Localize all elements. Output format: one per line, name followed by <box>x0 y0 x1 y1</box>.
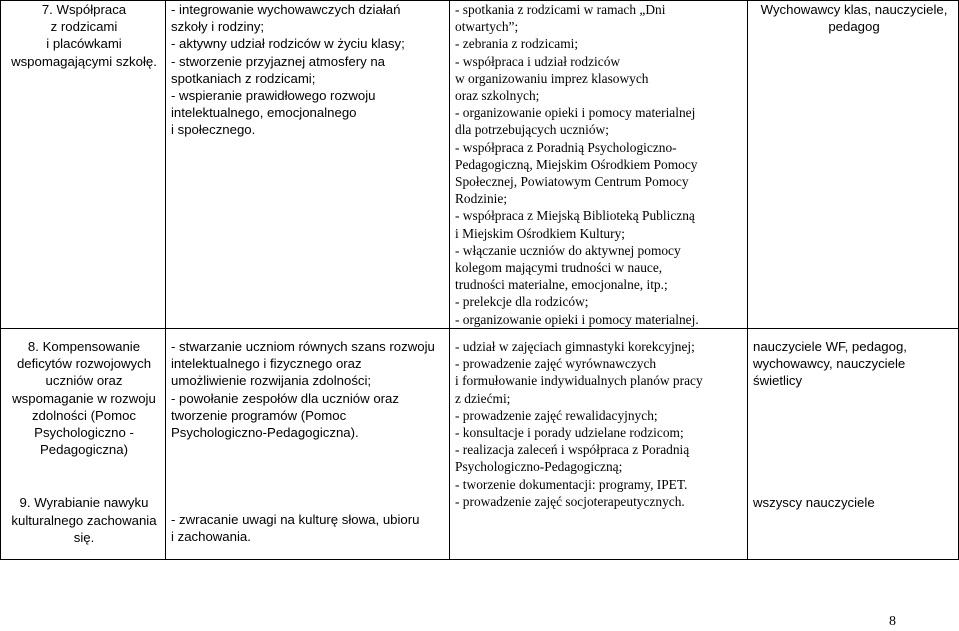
responsible-line: Wychowawcy klas, nauczyciele, <box>760 2 948 17</box>
goal-line: się. <box>73 529 95 545</box>
page-number: 8 <box>889 614 896 629</box>
objective-line: tworzenie programów (Pomoc <box>171 407 347 423</box>
method-line: - prowadzenie zajęć socjoterapeutycznych. <box>455 493 685 509</box>
table-row-8-9 <box>1 329 959 560</box>
goal-line: i placówkami <box>46 36 122 52</box>
responsible-line: wychowawcy, nauczyciele <box>753 356 906 372</box>
method-line: - realizacja zaleceń i współpraca z Poradnią <box>455 442 690 458</box>
method-line: i formułowanie indywidualnych planów pracy <box>455 373 703 389</box>
objective-line: - aktywny udział rodziców w życiu klasy; <box>171 36 405 52</box>
method-line: trudności materialne, emocjonalne, itp.; <box>455 277 668 293</box>
method-line: - prowadzenie zajęć wyrównawczych <box>455 356 657 372</box>
method-line: kolegom mającymi trudności w nauce, <box>455 260 663 276</box>
responsible-line: nauczyciele WF, pedagog, <box>753 339 907 354</box>
goal-line: 8. Kompensowanie <box>27 339 141 354</box>
goal-line: wspomaganie w rozwoju <box>12 390 156 406</box>
method-line: - konsultacje i porady udzielane rodzicom; <box>455 425 684 441</box>
objective-line: szkoły i rodziny; <box>171 19 265 35</box>
objective-line: umożliwienie rozwijania zdolności; <box>171 373 372 389</box>
method-line: Pedagogiczną, Miejskim Ośrodkiem Pomocy <box>455 156 698 172</box>
method-line: z dziećmi; <box>455 390 511 406</box>
method-line: otwartych”; <box>455 19 519 35</box>
method-line: - prelekcje dla rodziców; <box>455 294 589 310</box>
objective-line: - wspieranie prawidłowego rozwoju <box>171 88 376 104</box>
responsible-line: wszyscy nauczyciele <box>753 494 875 510</box>
method-line: - spotkania z rodzicami w ramach „Dni <box>455 2 666 17</box>
objective-line: spotkaniach z rodzicami; <box>171 70 316 86</box>
method-line: - organizowanie opieki i pomocy materialnej <box>455 105 696 121</box>
method-line: i Miejskim Ośrodkiem Kultury; <box>455 225 625 241</box>
table-row-7 <box>1 1 959 329</box>
responsible-line: świetlicy <box>753 373 803 389</box>
method-line: - tworzenie dokumentacji: programy, IPET. <box>455 476 688 492</box>
goal-line: 9. Wyrabianie nawyku <box>19 495 149 511</box>
objectives-cell-8-9 <box>166 329 450 560</box>
objective-line: - integrowanie wychowawczych działań <box>171 2 401 17</box>
goal-line: 7. Współpraca <box>41 2 127 17</box>
goal-line: deficytów rozwojowych <box>16 356 152 372</box>
objective-line: i społecznego. <box>171 122 256 138</box>
goal-line: Pedagogiczna) <box>40 442 128 458</box>
method-line: dla potrzebujących uczniów; <box>455 122 609 138</box>
goal-line: wspomagającymi szkołę. <box>11 53 157 69</box>
method-line: - udział w zajęciach gimnastyki korekcyjnej; <box>455 339 695 354</box>
method-line: Rodzinie; <box>455 191 508 207</box>
objectives-cell-7 <box>166 1 450 329</box>
method-line: - zebrania z rodzicami; <box>455 36 579 52</box>
goal-line: uczniów oraz <box>45 373 123 389</box>
objective-line: intelektualnego, emocjonalnego <box>171 105 357 121</box>
method-line: - prowadzenie zajęć rewalidacyjnych; <box>455 407 658 423</box>
goal-cell-8-9 <box>1 329 166 560</box>
objective-line: - zwracanie uwagi na kulturę słowa, ubioru <box>171 512 420 528</box>
objective-line: - stworzenie przyjaznej atmosfery na <box>171 53 386 69</box>
objective-line: - stwarzanie uczniom równych szans rozwoju <box>171 339 435 354</box>
goal-cell-7 <box>1 1 166 329</box>
method-line: - włączanie uczniów do aktywnej pomocy <box>455 242 681 258</box>
method-line: - współpraca z Miejską Biblioteką Publiczną <box>455 208 695 224</box>
goal-line: z rodzicami <box>50 19 118 35</box>
objective-line: Psychologiczno-Pedagogiczna). <box>171 425 359 441</box>
methods-cell-7 <box>450 1 748 329</box>
goal-line: Psychologiczno - <box>34 425 134 441</box>
methods-cell-8-9 <box>450 329 748 560</box>
objective-line: intelektualnego i fizycznego oraz <box>171 356 362 372</box>
goal-line: zdolności (Pomoc <box>31 407 137 423</box>
responsible-cell-7 <box>748 1 959 329</box>
method-line: w organizowaniu imprez klasowych <box>455 70 649 86</box>
method-line: - organizowanie opieki i pomocy materialnej. <box>455 311 699 327</box>
objective-line: - powołanie zespołów dla uczniów oraz <box>171 390 399 406</box>
objective-line: i zachowania. <box>171 529 251 545</box>
responsible-cell-8-9 <box>748 329 959 560</box>
responsible-line: pedagog <box>828 19 880 35</box>
method-line: Psychologiczno-Pedagogiczną; <box>455 459 623 475</box>
goal-line: kulturalnego zachowania <box>11 512 157 528</box>
method-line: oraz szkolnych; <box>455 88 540 104</box>
method-line: Społecznej, Powiatowym Centrum Pomocy <box>455 174 689 190</box>
method-line: - współpraca i udział rodziców <box>455 53 621 69</box>
method-line: - współpraca z Poradnią Psychologiczno- <box>455 139 677 155</box>
